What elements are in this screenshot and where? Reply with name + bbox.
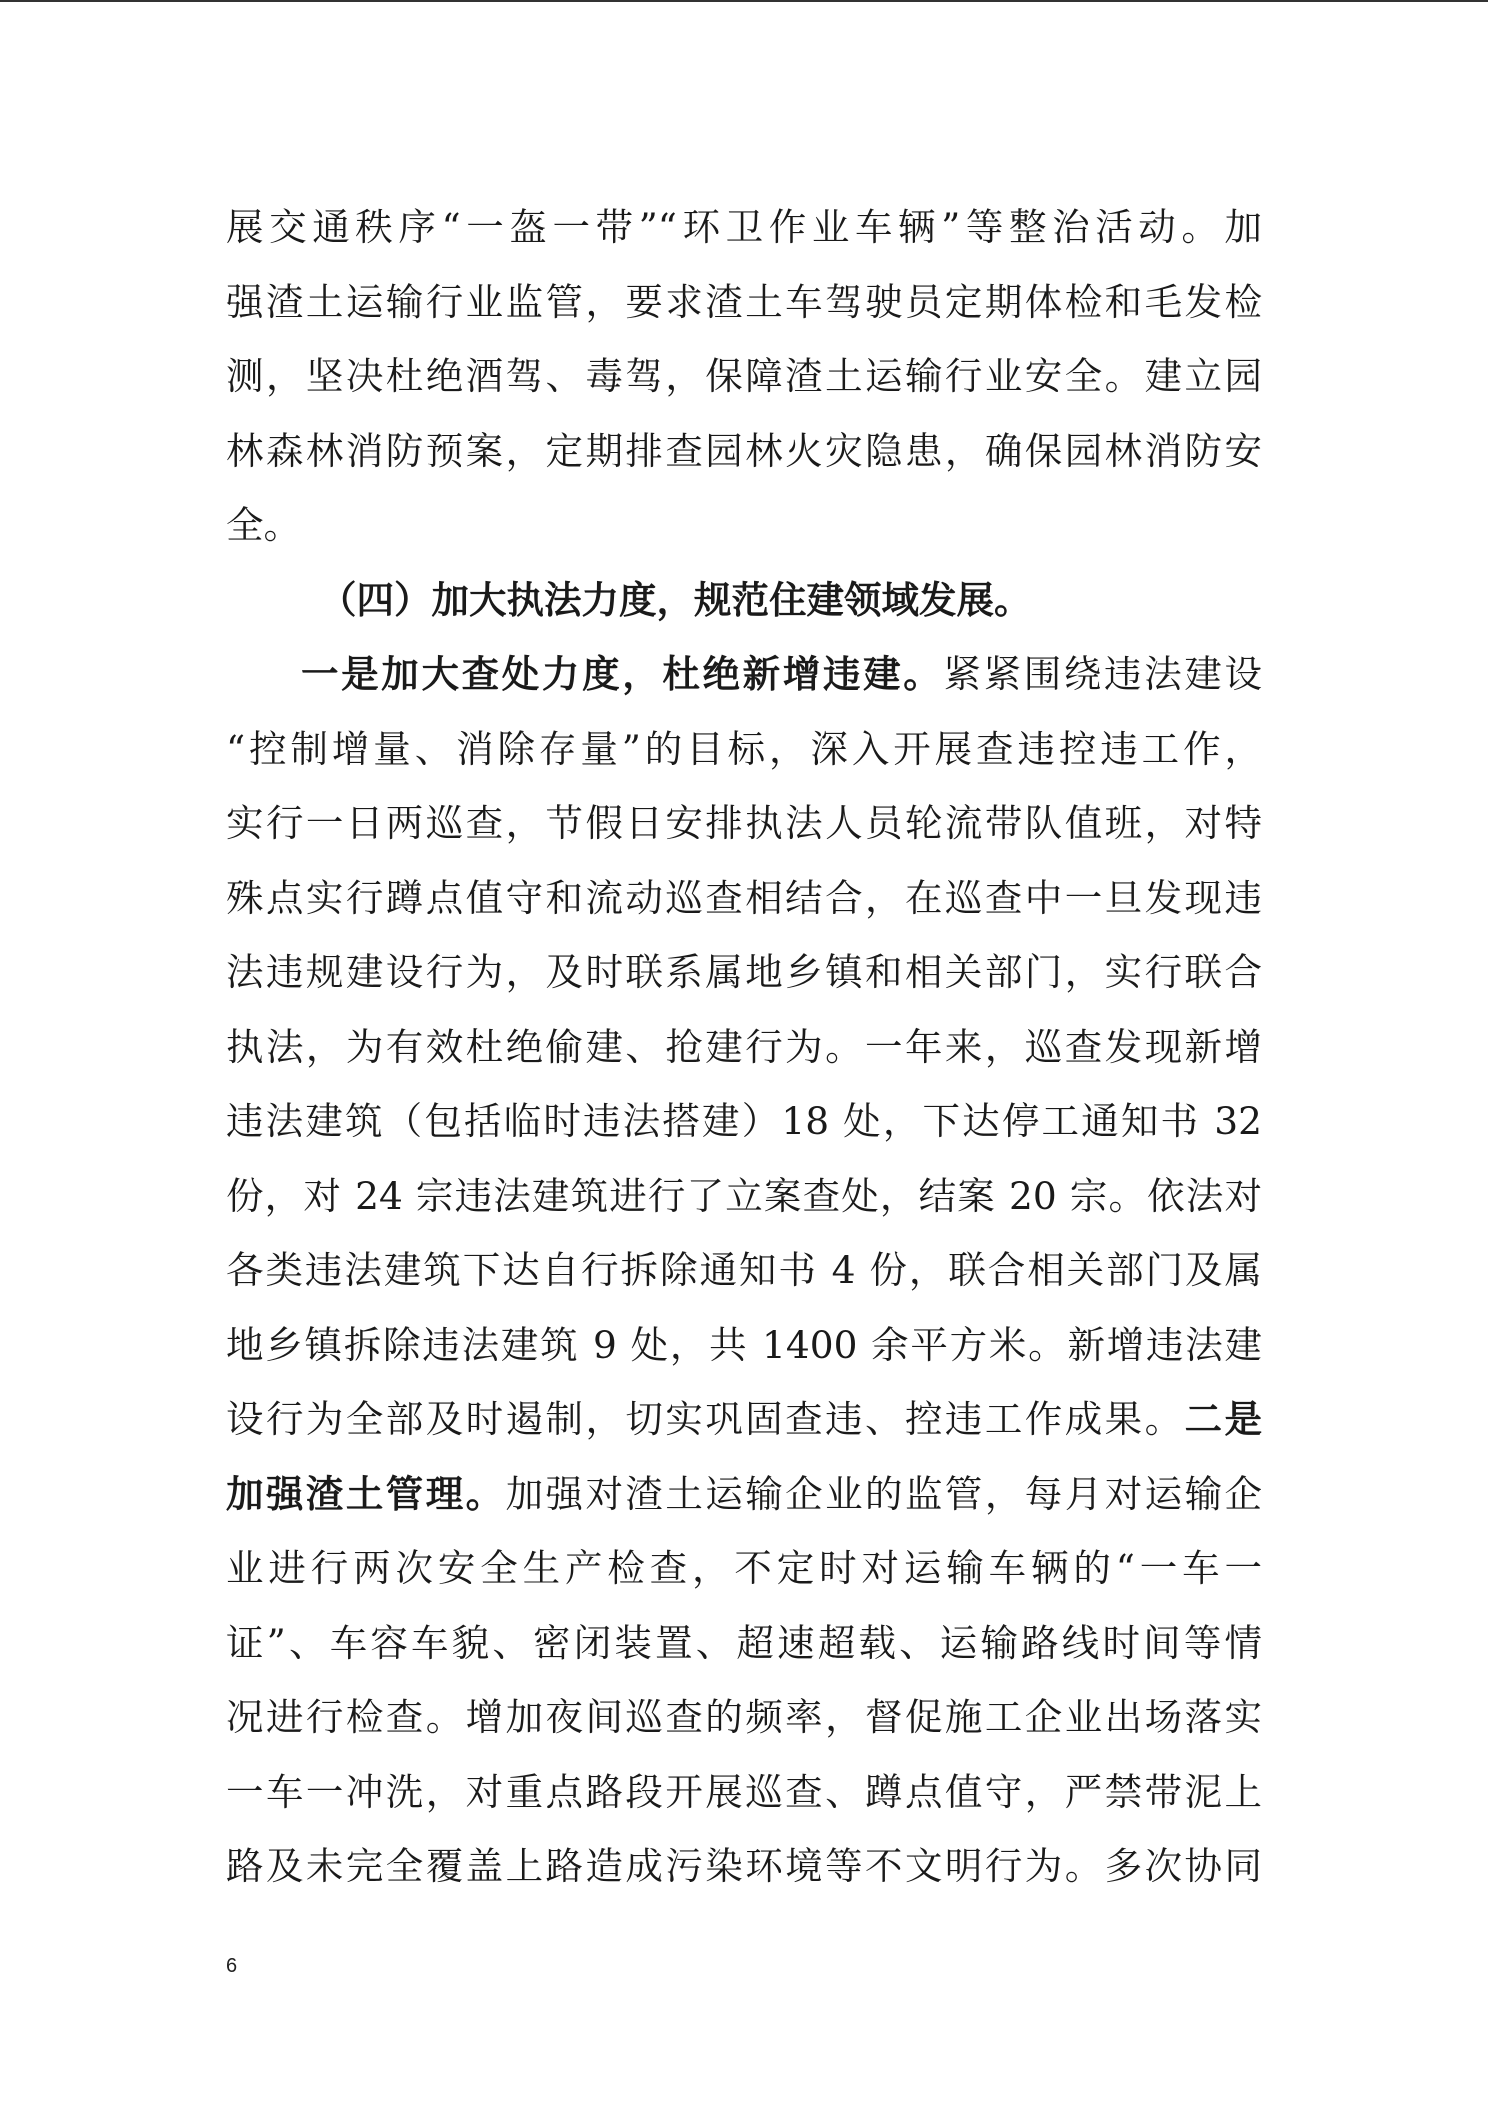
text-line: 各类违法建筑下达自行拆除通知书 4 份，联合相关部门及属 [226,1248,1262,1292]
document-body [226,190,1262,1904]
text-line: 况进行检查。增加夜间巡查的频率，督促施工企业出场落实 [226,1695,1262,1739]
text-line: 实行一日两巡查，节假日安排执法人员轮流带队值班，对特 [226,801,1262,845]
text-line: 法违规建设行为，及时联系属地乡镇和相关部门，实行联合 [226,950,1262,994]
text-line: 地乡镇拆除违法建筑 9 处，共 1400 余平方米。新增违法建 [226,1322,1262,1367]
text-line: 路及未完全覆盖上路造成污染环境等不文明行为。多次协同 [226,1844,1262,1888]
text-line: 殊点实行蹲点值守和流动巡查相结合，在巡查中一旦发现违 [226,875,1262,920]
text-line: 份，对 24 宗违法建筑进行了立案查处，结案 20 宗。依法对 [226,1173,1262,1218]
text-line: 违法建筑（包括临时违法搭建）18 处，下达停工通知书 32 [226,1099,1262,1143]
text-line: 强渣土运输行业监管，要求渣土车驾驶员定期体检和毛发检 [226,279,1262,324]
top-border-line [0,0,1488,2]
text-line: 测，坚决杜绝酒驾、毒驾，保障渣土运输行业安全。建立园 [226,354,1262,398]
second-lead-bold-part1: 二是 [1184,1397,1263,1441]
page-number: 6 [226,1955,238,1977]
section-heading: （四）加大执法力度，规范住建领域发展。 [319,577,1032,622]
paragraph-lead-bold: 一是加大查处力度，杜绝新增违建。 [301,652,944,696]
text-line: 一车一冲洗，对重点路段开展巡查、蹲点值守，严禁带泥上 [226,1769,1262,1814]
text-line: 林森林消防预案，定期排查园林火灾隐患，确保园林消防安 [226,428,1262,473]
text-line: 展交通秩序“一盔一带”“环卫作业车辆”等整治活动。加 [226,205,1262,249]
second-lead-bold-part2: 加强渣土管理。 [226,1471,506,1516]
paragraph-lead-rest: 紧紧围绕违法建设 [943,652,1263,696]
text-line [226,1457,1262,1532]
paragraph-lead-line [226,637,1262,712]
text-line: 执法，为有效杜绝偷建、抢建行为。一年来，巡查发现新增 [226,1024,1262,1069]
text-segment: 设行为全部及时遏制，切实巩固查违、控违工作成果。 [226,1397,1185,1441]
text-line [226,1382,1262,1457]
text-line: “控制增量、消除存量”的目标，深入开展查违控违工作， [226,726,1262,771]
text-line: 证”、车容车貌、密闭装置、超速超载、运输路线时间等情 [226,1620,1262,1665]
text-line: 业进行两次安全生产检查，不定时对运输车辆的“一车一 [226,1546,1262,1590]
second-lead-rest: 加强对渣土运输企业的监管，每月对运输企 [505,1471,1263,1516]
text-line: 全。 [226,503,301,547]
